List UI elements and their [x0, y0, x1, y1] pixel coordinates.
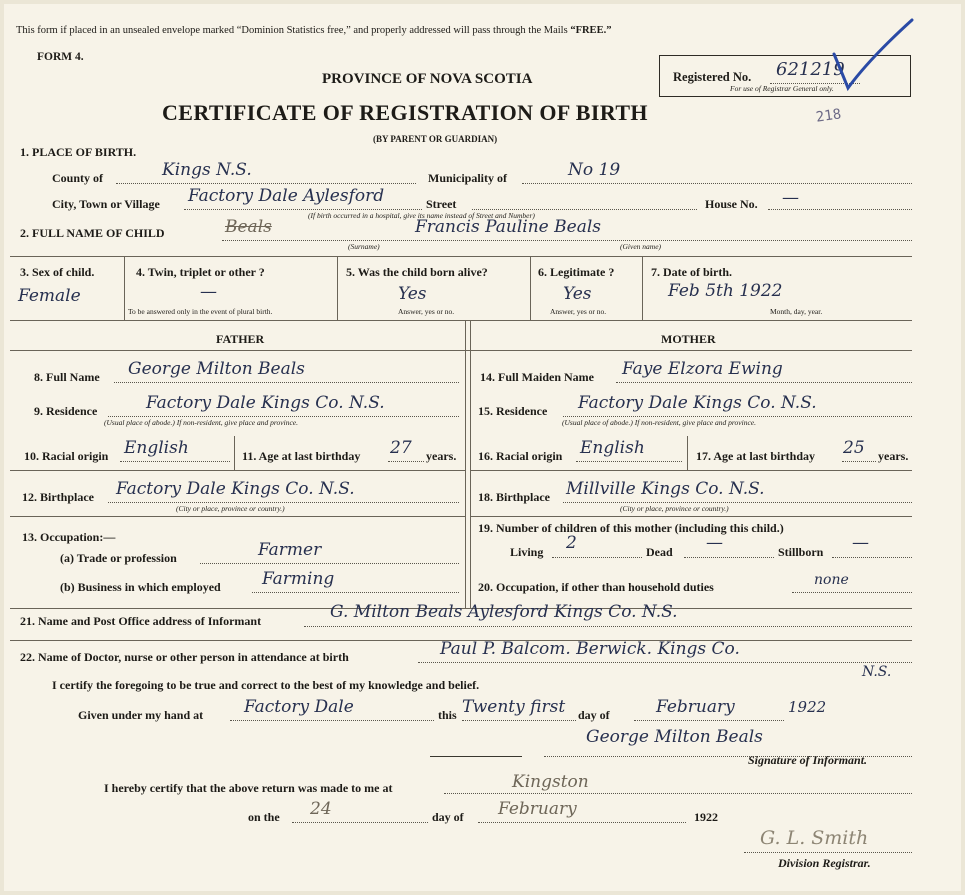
living-value: 2	[566, 533, 577, 553]
trade-value: Farmer	[258, 540, 322, 560]
mother-racial-label: 16. Racial origin	[478, 449, 563, 463]
mother-years-label: years.	[878, 449, 909, 463]
child-name-label: 2. FULL NAME OF CHILD	[20, 226, 165, 240]
father-racial-label: 10. Racial origin	[24, 449, 109, 463]
mother-racial-value: English	[580, 438, 645, 458]
father-years-label: years.	[426, 449, 457, 463]
alive-note: Answer, yes or no.	[398, 307, 455, 316]
certificate-title: CERTIFICATE OF REGISTRATION OF BIRTH	[162, 100, 648, 125]
legit-note: Answer, yes or no.	[550, 307, 607, 316]
children-label: 19. Number of children of this mother (including this child.)	[478, 521, 784, 535]
mother-residence-note: (Usual place of abode.) If non-resident, give place and province.	[562, 418, 756, 427]
form-number: FORM 4.	[37, 51, 84, 63]
mother-residence-label: 15. Residence	[478, 404, 548, 418]
mother-occupation-label: 20. Occupation, if other than household duties	[478, 580, 714, 594]
registrar-signature: G. L. Smith	[760, 827, 869, 849]
mother-birthplace-label: 18. Birthplace	[478, 490, 550, 504]
father-birthplace-label: 12. Birthplace	[22, 490, 94, 504]
doctor-value: Paul P. Balcom. Berwick. Kings Co.	[440, 639, 740, 659]
date-label: 7. Date of birth.	[651, 265, 732, 279]
street-label: Street	[426, 197, 457, 211]
county-value: Kings N.S.	[162, 160, 252, 180]
given-day-value: Twenty first	[462, 697, 566, 717]
business-value: Farming	[262, 569, 335, 589]
father-heading: FATHER	[216, 332, 265, 346]
on-day-value: 24	[310, 799, 332, 819]
province-heading: PROVINCE OF NOVA SCOTIA	[322, 71, 533, 87]
twin-label: 4. Twin, triplet or other ?	[136, 265, 265, 279]
sex-value: Female	[18, 286, 81, 306]
registered-number: 621219	[776, 59, 845, 80]
alive-value: Yes	[398, 284, 427, 304]
dead-value: —	[706, 533, 723, 553]
postal-notice: This form if placed in an unsealed envelope marked “Dominion Statistics free,” and properly addressed will pass through the Mails “FREE.”	[16, 25, 612, 36]
mother-age-value: 25	[843, 438, 865, 458]
informant-label: 21. Name and Post Office address of Informant	[20, 614, 262, 628]
on-year-value: 1922	[694, 810, 718, 824]
registrar-note: For use of Registrar General only.	[730, 84, 834, 93]
mother-name-value: Faye Elzora Ewing	[622, 359, 783, 379]
stamp-number: 218	[815, 106, 843, 126]
mother-birthplace-value: Millville Kings Co. N.S.	[566, 479, 765, 499]
occupation-label: 13. Occupation:—	[22, 530, 116, 544]
father-age-value: 27	[390, 438, 412, 458]
on-the-label: on the	[248, 810, 280, 824]
place-of-birth-heading: 1. PLACE OF BIRTH.	[20, 145, 137, 159]
father-residence-note: (Usual place of abode.) If non-resident, give place and province.	[104, 418, 298, 427]
date-value: Feb 5th 1922	[668, 281, 783, 301]
living-label: Living	[510, 545, 544, 559]
city-label: City, Town or Village	[52, 197, 160, 211]
registered-label: Registered No.	[673, 70, 752, 84]
legit-label: 6. Legitimate ?	[538, 265, 615, 279]
mother-heading: MOTHER	[661, 332, 716, 346]
informant-value: G. Milton Beals Aylesford Kings Co. N.S.	[330, 602, 678, 622]
mother-birthplace-note: (City or place, province or country.)	[620, 504, 729, 513]
twin-note: To be answered only in the event of plural birth.	[128, 307, 273, 316]
mother-occupation-value: none	[814, 572, 849, 588]
given-day-of-label: day of	[578, 708, 610, 722]
father-birthplace-value: Factory Dale Kings Co. N.S.	[116, 479, 355, 499]
on-day-of-label: day of	[432, 810, 464, 824]
stillborn-value: —	[852, 533, 869, 553]
registrar-caption: Division Registrar.	[778, 856, 871, 870]
informant-signature: George Milton Beals	[586, 727, 763, 747]
given-month-value: February	[656, 697, 735, 717]
hospital-note: (If birth occurred in a hospital, give its name instead of Street and Number)	[308, 211, 535, 220]
father-birthplace-note: (City or place, province or country.)	[176, 504, 285, 513]
given-place-value: Factory Dale	[244, 697, 354, 717]
father-residence-label: 9. Residence	[34, 404, 98, 418]
county-label: County of	[52, 171, 104, 185]
father-name-label: 8. Full Name	[34, 370, 100, 384]
given-name-caption: (Given name)	[620, 242, 662, 251]
business-label: (b) Business in which employed	[60, 580, 221, 594]
sex-label: 3. Sex of child.	[20, 265, 95, 279]
house-label: House No.	[705, 197, 758, 211]
check-mark-icon	[820, 18, 920, 98]
doctor-value-cont: N.S.	[862, 664, 892, 680]
legit-value: Yes	[563, 284, 592, 304]
certificate-subtitle: (BY PARENT OR GUARDIAN)	[373, 134, 498, 144]
date-note: Month, day, year.	[770, 307, 823, 316]
father-age-label: 11. Age at last birthday	[242, 449, 361, 463]
hereby-text: I hereby certify that the above return was made to me at	[104, 781, 393, 795]
mother-name-label: 14. Full Maiden Name	[480, 370, 594, 384]
father-name-value: George Milton Beals	[128, 359, 305, 379]
this-label: this	[438, 708, 457, 722]
city-value: Factory Dale Aylesford	[188, 186, 385, 206]
stillborn-label: Stillborn	[778, 545, 824, 559]
father-residence-value: Factory Dale Kings Co. N.S.	[146, 393, 385, 413]
child-surname-struck: Beals	[225, 217, 272, 237]
given-year-value: 1922	[788, 698, 827, 716]
alive-label: 5. Was the child born alive?	[346, 265, 488, 279]
municipality-value: No 19	[568, 160, 621, 180]
father-racial-value: English	[124, 438, 189, 458]
mother-age-label: 17. Age at last birthday	[696, 449, 816, 463]
certify-text: I certify the foregoing to be true and correct to the best of my knowledge and belief.	[52, 678, 480, 692]
house-value: —	[782, 188, 799, 208]
doctor-label: 22. Name of Doctor, nurse or other person in attendance at birth	[20, 650, 349, 664]
mother-residence-value: Factory Dale Kings Co. N.S.	[578, 393, 817, 413]
hereby-place-value: Kingston	[512, 772, 589, 792]
municipality-label: Municipality of	[428, 171, 508, 185]
trade-label: (a) Trade or profession	[60, 551, 177, 565]
informant-signature-caption: Signature of Informant.	[748, 753, 868, 767]
twin-value: —	[200, 282, 217, 302]
surname-caption: (Surname)	[348, 242, 380, 251]
dead-label: Dead	[646, 545, 673, 559]
child-given-names: Francis Pauline Beals	[415, 217, 601, 237]
on-month-value: February	[498, 799, 577, 819]
given-label: Given under my hand at	[78, 708, 204, 722]
